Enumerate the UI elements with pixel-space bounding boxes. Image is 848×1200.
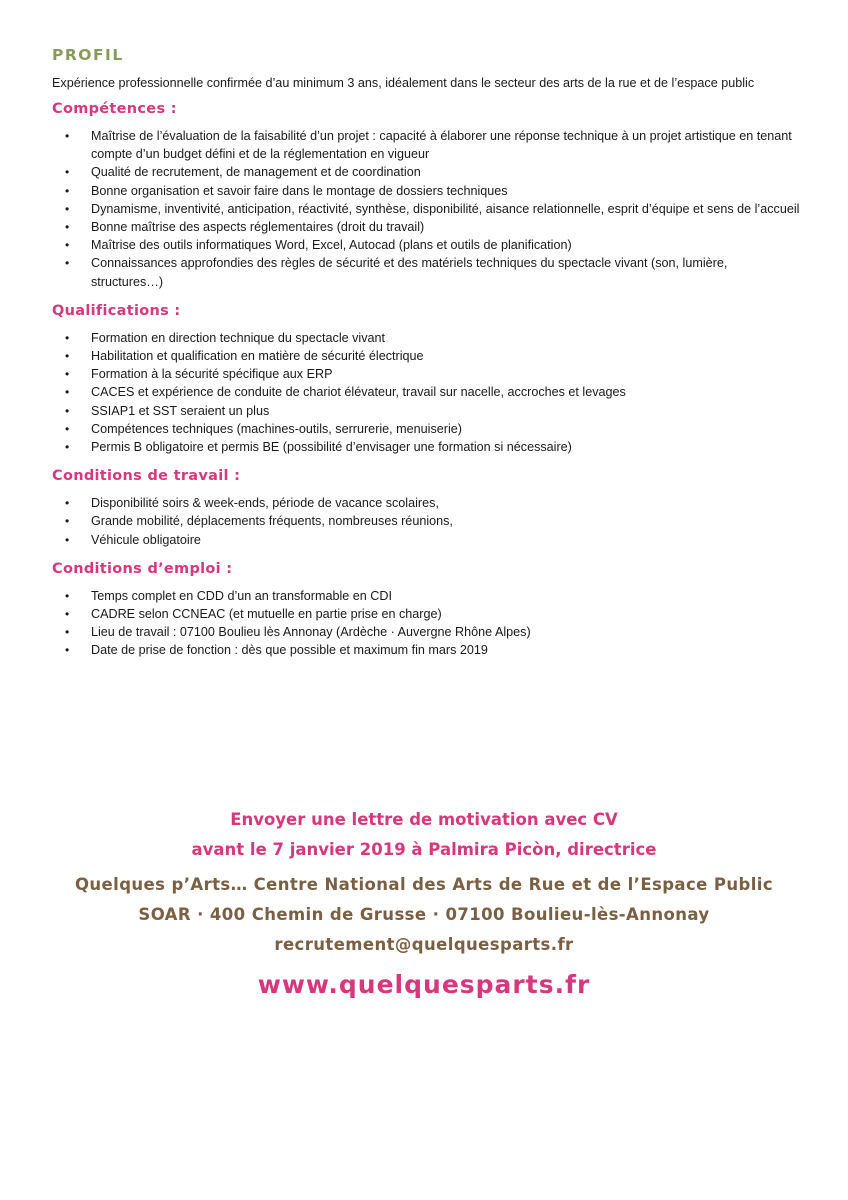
- profil-heading: PROFIL: [52, 46, 124, 64]
- bullet-icon: •: [65, 496, 70, 511]
- bullet-icon: •: [65, 183, 70, 198]
- list-item: • Qualité de recrutement, de management et de coordination: [52, 163, 802, 181]
- list-item: • Bonne organisation et savoir faire dans le montage de dossiers techniques: [52, 182, 802, 200]
- section-competences: [52, 101, 802, 291]
- bullet-icon: •: [65, 256, 70, 271]
- section-title-conditions-travail: Conditions de travail :: [52, 468, 241, 485]
- bullet-icon: •: [65, 220, 70, 235]
- bullet-icon: •: [65, 588, 70, 603]
- list-item: • CACES et expérience de conduite de chariot élévateur, travail sur nacelle, accroches et levages: [52, 383, 802, 401]
- conditions-emploi-list: [52, 587, 802, 660]
- list-item: • Compétences techniques (machines-outils, serrurerie, menuiserie): [52, 420, 802, 438]
- bullet-icon: •: [65, 625, 70, 640]
- contact-email-link[interactable]: recrutement@quelquesparts.fr: [274, 935, 574, 954]
- organization-name: Quelques p’Arts… Centre National des Arts de Rue et de l’Espace Public: [74, 875, 774, 894]
- conditions-travail-list: [52, 494, 802, 549]
- section-title-qualifications: Qualifications :: [52, 302, 181, 319]
- list-item: • Habilitation et qualification en matière de sécurité électrique: [52, 347, 802, 365]
- list-item: • Date de prise de fonction : dès que possible et maximum fin mars 2019: [52, 641, 802, 659]
- list-item: • Temps complet en CDD d’un an transformable en CDI: [52, 587, 802, 605]
- section-title-conditions-emploi: Conditions d’emploi :: [52, 560, 233, 577]
- list-item: • Disponibilité soirs & week-ends, période de vacance scolaires,: [52, 494, 802, 512]
- list-item: • Grande mobilité, déplacements fréquents, nombreuses réunions,: [52, 512, 802, 530]
- section-title-competences: Compétences :: [52, 101, 177, 117]
- list-item: • Maîtrise des outils informatiques Word, Excel, Autocad (plans et outils de planification): [52, 236, 802, 254]
- cta-line-2: avant le 7 janvier 2019 à Palmira Picòn, directrice: [191, 840, 657, 859]
- list-item: • Permis B obligatoire et permis BE (possibilité d’envisager une formation si nécessaire): [52, 438, 802, 456]
- job-posting-body: [52, 46, 802, 672]
- list-item: • Lieu de travail : 07100 Boulieu lès Annonay (Ardèche · Auvergne Rhône Alpes): [52, 623, 802, 641]
- section-conditions-emploi: [52, 561, 802, 660]
- website-link[interactable]: www.quelquesparts.fr: [257, 970, 591, 999]
- bullet-icon: •: [65, 165, 70, 180]
- profil-intro: Expérience professionnelle confirmée d’au minimum 3 ans, idéalement dans le secteur des arts de la rue et de l’espace public: [52, 76, 755, 90]
- bullet-icon: •: [65, 367, 70, 382]
- list-item: • Formation à la sécurité spécifique aux ERP: [52, 365, 802, 383]
- list-item: • Bonne maîtrise des aspects réglementaires (droit du travail): [52, 218, 802, 236]
- application-call-to-action: [0, 805, 848, 865]
- section-conditions-travail: [52, 468, 802, 549]
- bullet-icon: •: [65, 385, 70, 400]
- bullet-icon: •: [65, 129, 70, 143]
- cta-line-1: Envoyer une lettre de motivation avec CV: [230, 810, 618, 829]
- bullet-icon: •: [65, 238, 70, 253]
- bullet-icon: •: [65, 532, 70, 547]
- qualifications-list: [52, 329, 802, 456]
- list-item: • Véhicule obligatoire: [52, 531, 802, 549]
- organization-address: SOAR · 400 Chemin de Grusse · 07100 Boulieu-lès-Annonay: [138, 905, 710, 924]
- bullet-icon: •: [65, 607, 70, 622]
- bullet-icon: •: [65, 201, 70, 216]
- bullet-icon: •: [65, 643, 70, 658]
- bullet-icon: •: [65, 440, 70, 455]
- list-item: • Dynamisme, inventivité, anticipation, réactivité, synthèse, disponibilité, aisance relationnelle, esprit d’équipe et sens de l’accueil: [52, 200, 802, 218]
- bullet-icon: •: [65, 330, 70, 345]
- organization-contact: [0, 870, 848, 960]
- list-item: • Maîtrise de l’évaluation de la faisabilité d’un projet : capacité à élaborer une réponse technique à un projet artistique en tenant compte d’un budget défini et de la réglementation en vigueur: [65, 129, 792, 162]
- list-item: • Formation en direction technique du spectacle vivant: [52, 329, 802, 347]
- bullet-icon: •: [65, 421, 70, 436]
- list-item: • CADRE selon CCNEAC (et mutuelle en partie prise en charge): [52, 605, 802, 623]
- bullet-icon: •: [65, 349, 70, 364]
- bullet-icon: •: [65, 514, 70, 529]
- list-item: • SSIAP1 et SST seraient un plus: [52, 402, 802, 420]
- list-item: • Connaissances approfondies des règles de sécurité et des matériels techniques du spectacle vivant (son, lumière, structures…): [65, 256, 728, 289]
- section-qualifications: [52, 303, 802, 456]
- bullet-icon: •: [65, 403, 70, 418]
- competences-list: [52, 127, 802, 291]
